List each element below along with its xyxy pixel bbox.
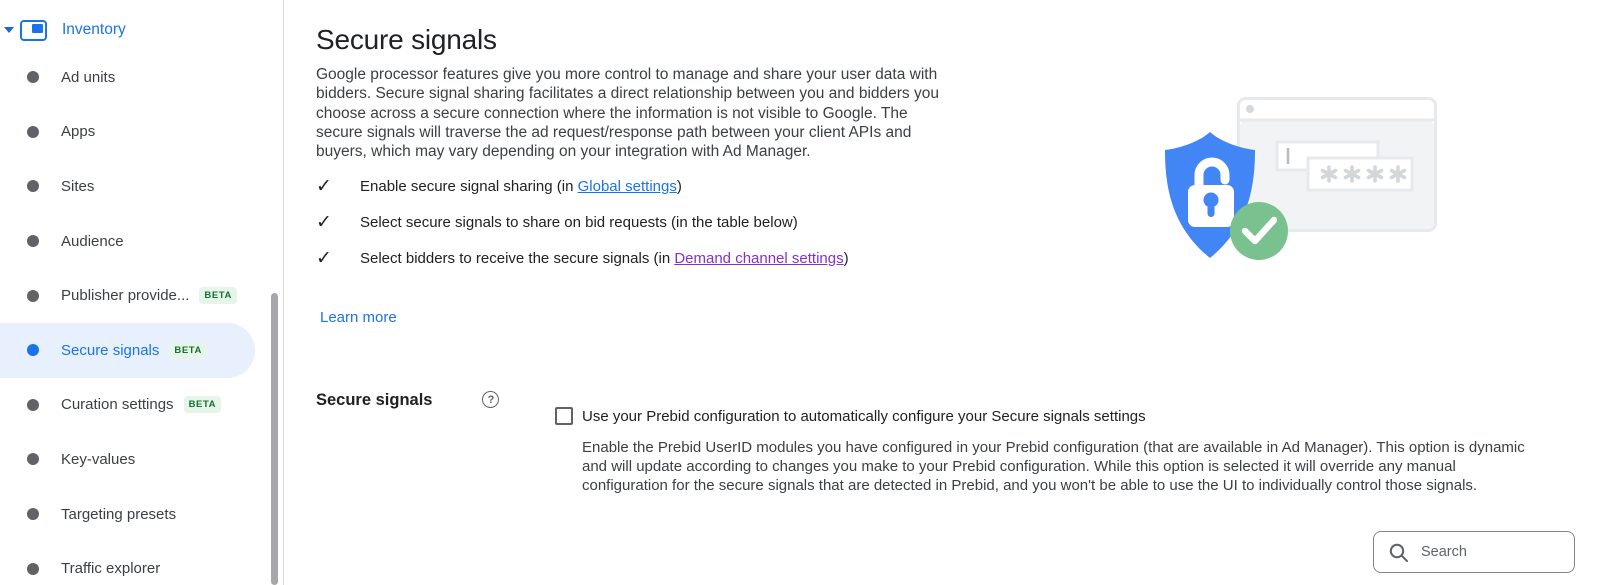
sidebar-item-secure-signals[interactable] bbox=[0, 323, 255, 378]
sidebar-header-inventory[interactable] bbox=[0, 0, 283, 50]
sidebar-item-label: Key-values bbox=[61, 450, 136, 468]
checklist-text bbox=[360, 178, 682, 195]
sidebar-item-audience[interactable] bbox=[0, 214, 255, 269]
section-content-column bbox=[555, 390, 1542, 495]
learn-more-link[interactable]: Learn more bbox=[320, 309, 397, 327]
checklist-text bbox=[360, 250, 849, 267]
intro-paragraph: Google processor features give you more control to manage and share your user data with bidders. Secure signal sharing facilitates a direct relationship between you and bidders you choose across a secure connection where the information is not visible to Google. The secure signals will traverse the ad request/response path between your client APIs and buyers, which may vary depending on your integration with Ad Manager. bbox=[316, 66, 939, 161]
bullet-icon bbox=[27, 71, 39, 83]
search-icon bbox=[1388, 542, 1409, 563]
checklist-text bbox=[360, 214, 798, 231]
checklist-text-prefix: Select secure signals to share on bid requests (in the table below) bbox=[360, 213, 798, 231]
sidebar-item-label: Targeting presets bbox=[61, 505, 177, 523]
beta-badge: BETA bbox=[169, 342, 207, 359]
bullet-icon bbox=[27, 290, 39, 302]
checkmark-icon: ✓ bbox=[316, 175, 332, 197]
sidebar-scrollbar[interactable] bbox=[271, 293, 278, 585]
bullet-icon bbox=[27, 126, 39, 138]
checklist-text-prefix: Enable secure signal sharing (in bbox=[360, 177, 578, 195]
inventory-sidebar bbox=[0, 0, 284, 585]
inventory-icon bbox=[20, 20, 47, 41]
sidebar-item-ad-units[interactable] bbox=[0, 50, 255, 105]
bullet-icon bbox=[27, 453, 39, 465]
checkmark-icon: ✓ bbox=[316, 247, 332, 269]
prebid-checkbox-label: Use your Prebid configuration to automatically configure your Secure signals settings bbox=[582, 407, 1146, 425]
sidebar-item-label: Traffic explorer bbox=[61, 560, 161, 578]
bullet-icon bbox=[27, 235, 39, 247]
sidebar-item-label: Curation settings bbox=[61, 396, 174, 414]
sidebar-item-publisher-provided[interactable] bbox=[0, 268, 255, 323]
section-label-column bbox=[316, 390, 555, 410]
beta-badge: BETA bbox=[199, 287, 237, 304]
sidebar-item-sites[interactable] bbox=[0, 159, 255, 214]
checkmark-icon: ✓ bbox=[316, 211, 332, 233]
bullet-icon bbox=[27, 180, 39, 192]
section-title: Secure signals bbox=[316, 391, 433, 410]
search-input[interactable] bbox=[1421, 544, 1561, 560]
sidebar-header-label: Inventory bbox=[62, 21, 126, 38]
collapse-caret-icon[interactable] bbox=[4, 27, 14, 33]
checklist-text-suffix: ) bbox=[843, 249, 849, 267]
bullet-icon bbox=[27, 399, 39, 411]
checklist-text-suffix: ) bbox=[676, 177, 682, 195]
help-icon[interactable]: ? bbox=[482, 391, 499, 408]
check-badge-graphic bbox=[1230, 202, 1288, 260]
sidebar-item-label: Audience bbox=[61, 232, 124, 250]
bullet-icon bbox=[27, 508, 39, 520]
prebid-config-checkbox[interactable] bbox=[555, 407, 573, 425]
sidebar-item-label: Secure signals bbox=[61, 341, 160, 359]
table-search-box[interactable] bbox=[1373, 531, 1575, 573]
sidebar-item-traffic-explorer[interactable] bbox=[0, 541, 255, 585]
secure-signals-illustration bbox=[1155, 88, 1455, 280]
prebid-checkbox-row bbox=[555, 407, 1542, 425]
sidebar-item-label: Sites bbox=[61, 177, 95, 195]
bullet-icon bbox=[27, 344, 39, 356]
checklist-text-prefix: Select bidders to receive the secure signals (in bbox=[360, 249, 675, 267]
beta-badge: BETA bbox=[184, 396, 222, 413]
sidebar-item-apps[interactable] bbox=[0, 105, 255, 160]
secure-signals-section bbox=[316, 390, 1600, 495]
sidebar-item-label: Publisher provide... bbox=[61, 287, 190, 305]
sidebar-item-label: Ad units bbox=[61, 68, 116, 86]
global-settings-link[interactable]: Global settings bbox=[577, 177, 677, 195]
sidebar-item-key-values[interactable] bbox=[0, 432, 255, 487]
sidebar-item-targeting-presets[interactable] bbox=[0, 487, 255, 542]
bullet-icon bbox=[27, 563, 39, 575]
sidebar-item-curation-settings[interactable] bbox=[0, 378, 255, 433]
sidebar-item-label: Apps bbox=[61, 123, 96, 141]
prebid-description: Enable the Prebid UserID modules you have configured in your Prebid configuration (that are available in Ad Manager). This option is dynamic and will update according to changes you make to your Prebid configuration. While this option is selected it will override any manual configuration for the secure signals that are detected in Prebid, and you won't be able to use the UI to individually control those signals. bbox=[582, 439, 1525, 495]
page-title: Secure signals bbox=[316, 24, 497, 55]
demand-channel-settings-link[interactable]: Demand channel settings bbox=[674, 249, 844, 267]
